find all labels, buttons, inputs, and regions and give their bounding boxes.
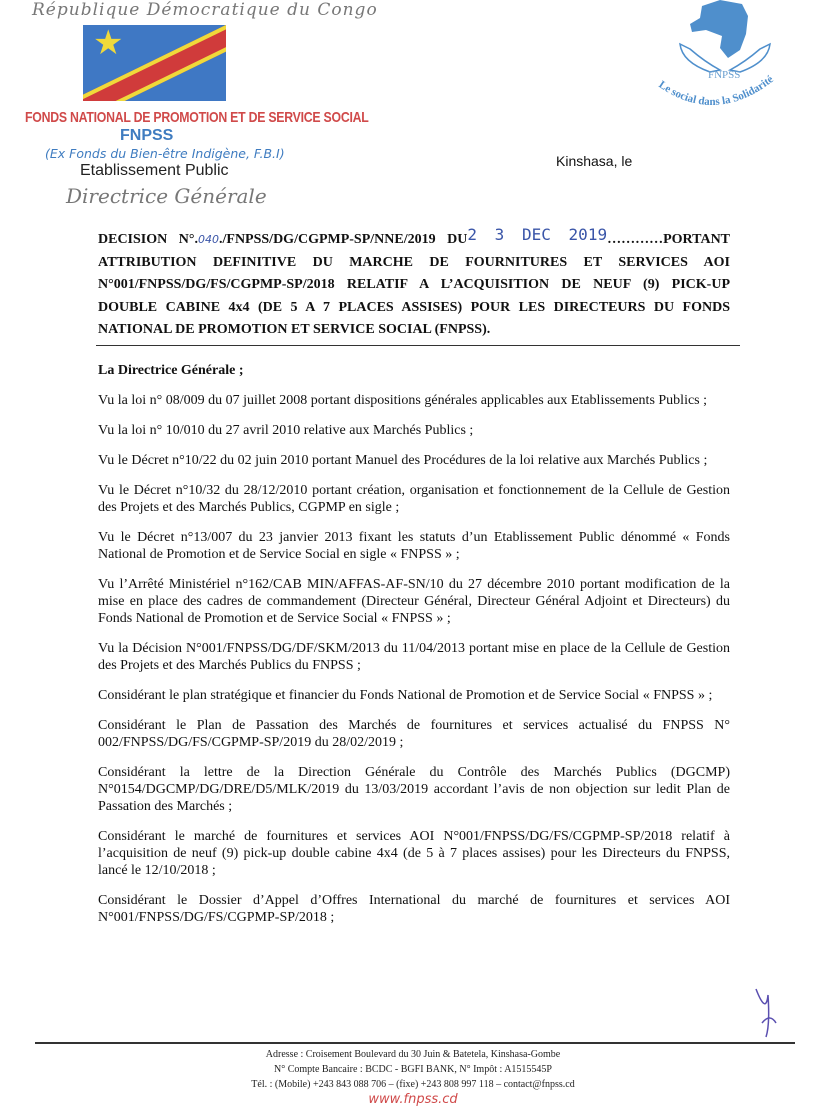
paragraph: Vu le Décret n°13/007 du 23 janvier 2013 fixant les statuts d’un Etablissement Public dénommé « Fonds National de Promotion et de Service Social en sigle « FNPSS » ;: [98, 529, 730, 562]
paragraph: Considérant la lettre de la Direction Générale du Contrôle des Marchés Publics (DGCMP) N°0154/DGCMP/DG/DRE/D5/MLK/2019 du 13/03/2019 accordant l’avis de non objection sur ledit Plan de Passation des Marchés ;: [98, 764, 730, 814]
paragraph: Considérant le Plan de Passation des Marchés de fournitures et services actualisé du FNPSS N° 002/FNPSS/DG/FS/CGPMP-SP/2019 du 28/02/2019 ;: [98, 717, 730, 750]
decision-subject: …………PORTANT ATTRIBUTION DEFINITIVE DU MARCHE DE FOURNITURES ET SERVICES AOI N°001/FNPSS/DG/FS/CGPMP-SP/2018 RELATIF A L’ACQUISITION DE NEUF (9) PICK-UP DOUBLE CABINE 4x4 (DE 5 A 7 PLACES ASSISES) POUR LES DIRECTEURS DU FONDS NATIONAL DE PROMOTION ET SERVICE SOCIAL (FNPSS).: [98, 232, 731, 337]
status-label: Etablissement Public: [80, 162, 229, 179]
office-label: Directrice Générale: [66, 184, 267, 208]
paragraph: Vu le Décret n°10/22 du 02 juin 2010 portant Manuel des Procédures de la loi relative aux Marchés Publics ;: [98, 452, 708, 468]
fnpss-logo: [650, 0, 800, 125]
footer: [0, 1047, 826, 1092]
footer-divider: [35, 1042, 795, 1044]
republic-heading: République Démocratique du Congo: [32, 0, 378, 20]
title-divider: [96, 345, 740, 346]
body-heading: La Directrice Générale ;: [98, 362, 244, 378]
logo-acronym: FNPSS: [708, 69, 741, 81]
paragraph: Vu la loi n° 10/010 du 27 avril 2010 relative aux Marchés Publics ;: [98, 422, 474, 438]
footer-email[interactable]: – contact@fnpss.cd: [496, 1079, 575, 1090]
decision-content: [98, 225, 731, 926]
decision-prefix: DECISION N°.: [98, 232, 198, 247]
former-name: (Ex Fonds du Bien-être Indigène, F.B.I): [45, 146, 285, 161]
place-date: Kinshasa, le: [556, 153, 633, 169]
paragraph: Considérant le marché de fournitures et services AOI N°001/FNPSS/DG/FS/CGPMP-SP/2018 relatif à l’acquisition de neuf (9) pick-up double cabine 4x4 (de 5 à 7 places assises) pour les Directeurs du FNPSS, lancé le 12/10/2018 ;: [98, 828, 730, 878]
date-stamp: 2 3 DEC 2019: [467, 225, 608, 244]
paragraph: Considérant le Dossier d’Appel d’Offres International du marché de fournitures et services AOI N°001/FNPSS/DG/FS/CGPMP-SP/2018 ;: [98, 892, 730, 925]
drc-flag: [83, 25, 226, 101]
footer-phone: Tél. : (Mobile) +243 843 088 706 – (fixe) +243 808 997 118: [251, 1079, 494, 1090]
fund-acronym: FNPSS: [120, 127, 174, 144]
paragraph: Vu la Décision N°001/FNPSS/DG/DF/SKM/2013 du 11/04/2013 portant mise en place de la Cellule de Gestion des Projets et des Marchés Publics du FNPSS ;: [98, 640, 730, 673]
decision-ref: ./FNPSS/DG/CGPMP-SP/NNE/2019 DU: [219, 232, 468, 247]
decision-body: [98, 362, 730, 926]
paragraph: Vu l’Arrêté Ministériel n°162/CAB MIN/AFFAS-AF-SN/10 du 27 décembre 2010 portant modification de la mise en place des cadres de commandement (Directeur Général, Directeur Général Adjoint et Directeurs) du Fonds National de Promotion et de Service Social « FNPSS » ;: [98, 576, 730, 626]
initials-signature: [752, 985, 782, 1040]
footer-bank: N° Compte Bancaire : BCDC - BGFI BANK, N° Impôt : A1515545P: [274, 1064, 552, 1075]
paragraph: Considérant le plan stratégique et financier du Fonds National de Promotion et de Service Social « FNPSS » ;: [98, 687, 713, 703]
paragraph: Vu le Décret n°10/32 du 28/12/2010 portant création, organisation et fonctionnement de la Cellule de Gestion des Projets et des Marchés Publics, CGPMP en sigle ;: [98, 482, 730, 515]
decision-title: [98, 225, 731, 342]
star-icon: ★: [93, 25, 124, 62]
paragraph: Vu la loi n° 08/009 du 07 juillet 2008 portant dispositions générales applicables aux Etablissements Publics ;: [98, 392, 708, 408]
logo-motto: Le social dans la Solidarité: [656, 73, 776, 109]
fund-name: FONDS NATIONAL DE PROMOTION ET DE SERVICE SOCIAL: [25, 109, 369, 126]
decision-number: 040: [198, 233, 219, 246]
footer-website[interactable]: www.fnpss.cd: [368, 1092, 458, 1107]
footer-address: Adresse : Croisement Boulevard du 30 Juin & Batetela, Kinshasa-Gombe: [265, 1049, 561, 1060]
